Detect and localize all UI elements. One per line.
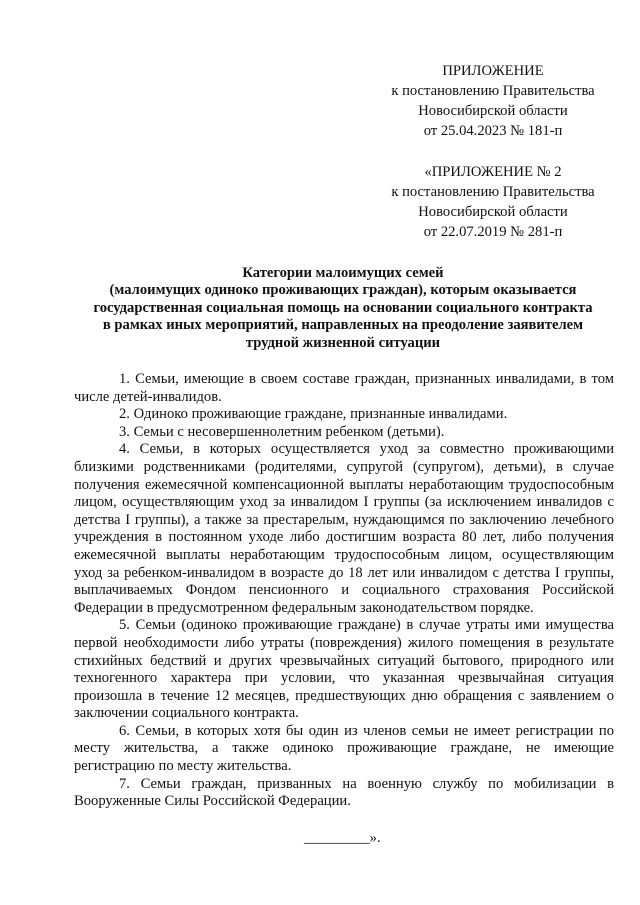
appendix-date-number: от 22.07.2019 № 281-п bbox=[423, 224, 563, 240]
appendix-resolution-ref: к постановлению Правительства bbox=[391, 184, 595, 200]
closing-mark: _________». bbox=[304, 830, 381, 846]
title-line: государственная социальная помощь на основании социального контракта bbox=[93, 299, 593, 316]
title-line: трудной жизненной ситуации bbox=[245, 334, 441, 351]
category-item-5: 5. Семьи (одиноко проживающие граждане) в случае утраты ими имущества первой необходимости либо утраты (повреждения) жилого помещения в результате стихийных бедствий и других чрезвычайных ситуаций бытового, природного или техногенного характера при условии, что указанная чрезвычайная ситуация произошла в течение 12 месяцев, предшествующих дню обращения с заявлением о заключении социального контракта. bbox=[74, 617, 614, 722]
appendix-header-original bbox=[368, 162, 618, 242]
category-list bbox=[74, 371, 614, 811]
category-item-4: 4. Семьи, в которых осуществляется уход за совместно проживающими близкими родственниками (родителями, супругой (супругом), детьми), в случае получения ежемесячной компенсационной выплаты неработающим трудоспособным лицом, осуществляющим уход за инвалидом I группы (за исключением инвалидов с детства I группы), а также за престарелым, нуждающимся по заключению лечебного учреждения в постоянном уходе либо достигшим возраста 80 лет, либо получения ежемесячной выплаты неработающим трудоспособным лицом, осуществляющим уход за ребенком-инвалидом в возрасте до 18 лет или инвалидом с детства I группы, выплачиваемых Фондом пенсионного и социального страхования Российской Федерации в предусмотренном федеральным законодательством порядке. bbox=[74, 441, 614, 616]
appendix-resolution-ref: к постановлению Правительства bbox=[391, 83, 595, 99]
category-item-3: 3. Семьи с несовершеннолетним ребенком (детьми). bbox=[119, 423, 445, 440]
title-line: в рамках иных мероприятий, направленных на преодоление заявителем bbox=[102, 317, 584, 334]
appendix-region: Новосибирской области bbox=[418, 103, 568, 119]
category-item-2: 2. Одиноко проживающие граждане, признанные инвалидами. bbox=[119, 406, 508, 423]
category-item-1: 1. Семьи, имеющие в своем составе граждан, признанных инвалидами, в том числе детей-инвалидов. bbox=[74, 371, 614, 405]
document-title bbox=[72, 265, 614, 352]
appendix-date-number: от 25.04.2023 № 181-п bbox=[423, 123, 563, 139]
title-line: (малоимущих одиноко проживающих граждан), которым оказывается bbox=[109, 282, 577, 299]
appendix-label: ПРИЛОЖЕНИЕ bbox=[442, 63, 544, 79]
appendix-header-current bbox=[368, 61, 618, 141]
title-line: Категории малоимущих семей bbox=[242, 265, 444, 281]
appendix-label: «ПРИЛОЖЕНИЕ № 2 bbox=[424, 164, 562, 180]
appendix-region: Новосибирской области bbox=[418, 204, 568, 220]
category-item-6: 6. Семьи, в которых хотя бы один из членов семьи не имеет регистрации по месту жительства, а также одиноко проживающие граждане, не имеющие регистрацию по месту жительства. bbox=[74, 722, 614, 775]
category-item-7: 7. Семьи граждан, призванных на военную службу по мобилизации в Вооруженные Силы Российской Федерации. bbox=[74, 775, 614, 810]
